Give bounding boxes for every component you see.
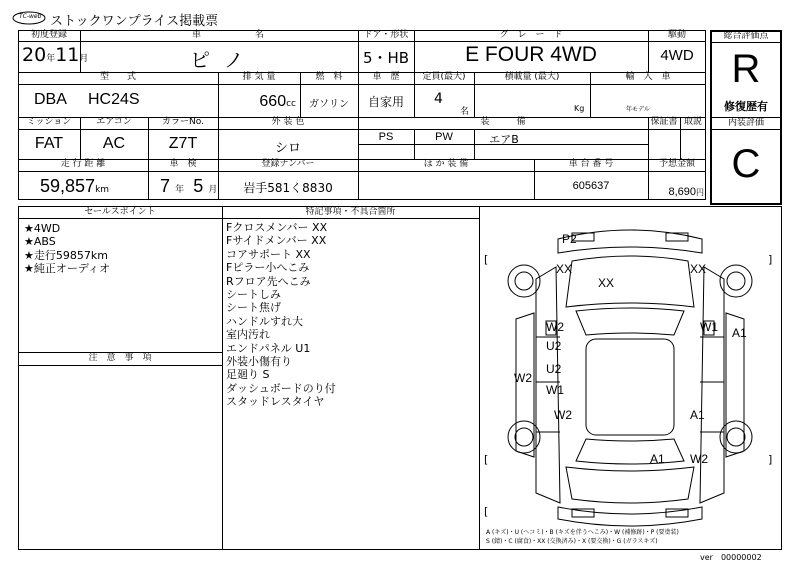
header-usage: 車 歴 [372,72,400,82]
header-exterior-color: 外 装 色 [271,117,305,127]
header-warranty: 保証書 [650,117,678,127]
header-fuel: 燃 料 [315,72,343,82]
estimated-price: 8,690円 [668,186,704,198]
grade: E FOUR 4WD [465,43,597,66]
mark-w2-left: W2 [514,371,532,385]
header-inspection: 車 検 [169,159,197,169]
overall-grade: R [731,47,761,91]
door-shape: 5・HB [362,49,410,67]
mark-xx-front-right: XX [690,262,707,276]
list-item: ★走行59857km [24,248,108,262]
repair-history: 修復歴有 [724,100,768,113]
bracket-close: ] [768,253,773,266]
bracket-open: [ [484,505,489,518]
aircon: AC [102,135,126,152]
header-drive: 駆動 [667,30,686,40]
displacement: 660cc [259,93,296,110]
first-registration: 20年11月 [22,44,89,66]
inspection-date: 7 年 5 月 [160,176,218,196]
logo: TC-web [12,10,46,24]
roof-shape [586,339,674,435]
header-first-registration: 初度登録 [30,30,67,40]
usage: 自家用 [367,95,404,109]
list-item: スタッドレスタイヤ [226,395,325,409]
mark-w1-rear-door: W1 [546,383,564,397]
header-transmission: ミッション [26,117,72,127]
header-load: 積載量 (最大) [504,72,560,82]
header-overall-rating: 総合評価点 [723,31,769,41]
fuel: ガソリン [309,99,349,110]
bracket-open: [ [484,253,489,266]
mark-w2-door: W2 [546,320,564,334]
mark-a1-tail: A1 [650,452,665,466]
mark-u2-rear-door: U2 [546,362,562,376]
drive: 4WD [660,47,694,64]
header-manual: 取説 [683,117,702,127]
list-item: ★4WD [24,222,61,235]
mark-a1-rear-right: A1 [690,408,705,422]
car-name: ピノ [190,48,258,72]
mark-w2-tail: W2 [690,452,708,466]
bracket-open: [ [484,453,489,466]
header-estimated-price: 予想金額 [658,159,695,169]
interior-grade: C [731,142,761,186]
wheel-rear-right-shape [720,421,752,453]
list-item: コアサポート XX [226,247,311,261]
right-side-shape [700,267,724,503]
model-prefix: DBA [34,91,67,108]
list-item: Fサイドメンバー XX [226,234,327,248]
list-item: 外装小傷有り [226,355,292,369]
import-year-label: 年モデル [626,106,650,113]
list-item: ハンドルすれ大 [226,314,303,328]
header-grade: グ レ ー ド [499,30,563,40]
header-caution: 注 意 事 項 [88,353,152,363]
wheel-front-right-shape [720,265,752,297]
mark-p2: P2 [562,232,577,246]
trunk-shape [566,467,694,503]
car-damage-diagram [480,207,780,549]
header-plate: 登録ナンバー [261,159,315,169]
mark-xx-front-left: XX [556,262,573,276]
header-sales-points: セールスポイント [84,207,156,217]
hood-shape [566,256,694,307]
left-rocker-shape [516,313,534,457]
wheel-rear-left-shape [508,421,540,453]
mark-w2-rear-left: W2 [554,408,572,422]
header-door-shape: ドア・形状 [363,30,409,40]
mark-w1-right: W1 [700,320,718,334]
header-displacement: 排 気 量 [242,72,276,82]
list-item: シートしみ [226,288,281,302]
list-item: Fクロスメンバー XX [226,221,328,234]
wheel-front-left-shape [508,265,540,297]
list-item: 室内汚れ [226,328,270,342]
windshield-shape [576,308,684,335]
version: ver 00000002 [700,553,762,562]
list-item: ダッシュボードのり付 [226,381,336,395]
header-aircon: エアコン [96,117,132,127]
equip-ps: PS [378,131,394,143]
sales-points-list [24,222,110,276]
header-equipment: 装 備 [480,117,526,127]
list-item: Fピラー小へこみ [226,261,310,275]
damage-legend: A (キズ)・U (ヘコミ)・B (キズを伴うへこみ)・W (補修跡)・P (要塗装) S (錆)・C (腐食)・XX (交換済み)・X (要交換)・G (ガラスキズ) [486,529,679,545]
list-item: エンドパネル U1 [226,341,311,355]
mark-xx-hood: XX [598,276,615,290]
rear-glass-shape [576,439,684,464]
list-item: ★純正オーディオ [24,262,110,276]
list-item: ★ABS [24,235,56,249]
exterior-color: シロ [274,141,301,156]
page-title: ストックワンプライス掲載票 [50,14,219,29]
bracket-close: ] [768,453,773,466]
load-unit: Kg [574,104,585,113]
mark-a1-right: A1 [732,326,747,340]
header-capacity: 定員(最大) [422,72,466,82]
capacity: 4 [434,91,443,107]
capacity-unit: 名 [460,107,470,117]
color-no: Z7T [168,135,198,152]
header-mileage: 走 行 距 離 [60,159,106,169]
header-model: 型 式 [99,72,136,82]
equip-airbag: エアB [489,133,519,146]
header-other-equipment: ほ か 装 備 [423,159,469,169]
header-special-notes: 特記事項・不具合箇所 [305,207,396,217]
registration-plate: 岩手581く8830 [243,181,333,195]
header-import: 輸 入 車 [625,72,671,82]
list-item: Rフロア先へこみ [226,274,311,288]
list-item: シート焦げ [226,301,281,315]
transmission: FAT [34,135,64,152]
model: HC24S [88,91,140,108]
chassis-number: 605637 [572,180,610,192]
mileage: 59,857km [40,176,110,196]
equip-pw: PW [435,131,453,143]
special-notes-list [226,221,336,409]
list-item: 足廻り S [226,368,270,382]
header-interior-rating: 内装評価 [727,118,764,128]
header-chassis-number: 車 台 番 号 [568,159,614,169]
header-color-no: カラーNo. [162,117,204,127]
mark-u2-door: U2 [546,339,562,353]
